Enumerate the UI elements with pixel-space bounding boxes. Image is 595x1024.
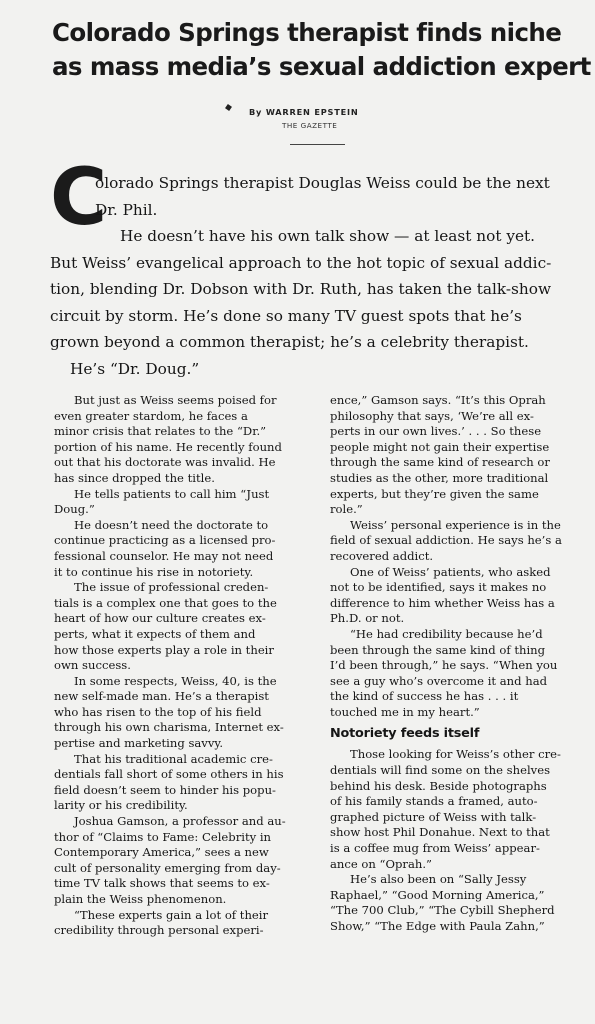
body-line: continue practicing as a licensed pro- [54, 533, 276, 548]
body-line: out that his doctorate was invalid. He [54, 455, 276, 470]
body-line: recovered addict. [330, 548, 434, 563]
byline: By WARREN EPSTEIN [249, 107, 359, 117]
body-line: He tells patients to call him “Just [74, 486, 270, 501]
body-line: studies as the other, more traditional [330, 470, 549, 485]
body-line: “These experts gain a lot of their [74, 907, 269, 922]
body-line: dentials will find some on the shelves [330, 763, 551, 778]
body-line: “The 700 Club,” “The Cybill Shepherd [330, 903, 555, 918]
body-line: is a coffee mug from Weiss’ appear- [330, 841, 540, 856]
body-line: Ph.D. or not. [330, 611, 405, 626]
body-line: through the same kind of research or [330, 455, 550, 470]
body-line: even greater stardom, he faces a [54, 408, 248, 423]
body-line: behind his desk. Beside photographs [330, 778, 547, 793]
body-line: philosophy that says, ‘We’re all ex- [330, 408, 534, 423]
column-left [54, 393, 314, 939]
body-line: experts, but they’re given the same [330, 486, 539, 501]
body-line: ence,” Gamson says. “It’s this Oprah [330, 393, 546, 407]
body-line: the kind of success he has . . . it [330, 689, 519, 704]
body-line: field of sexual addiction. He says he’s a [330, 533, 562, 548]
body-line: show host Phil Donahue. Next to that [330, 825, 550, 840]
body-line: pertise and marketing savvy. [54, 736, 224, 751]
body-line: through his own charisma, Internet ex- [54, 720, 284, 735]
headline-line-1: Colorado Springs therapist finds niche [52, 18, 562, 47]
body-line: minor crisis that relates to the “Dr.” [54, 424, 267, 439]
body-line: He’s also been on “Sally Jessy [350, 872, 527, 887]
body-line: The issue of professional creden- [74, 580, 269, 595]
lede-line: But Weiss’ evangelical approach to the hot topic of sexual addic- [50, 253, 552, 272]
body-line: larity or his credibility. [54, 798, 188, 813]
body-line: One of Weiss’ patients, who asked [350, 564, 551, 579]
body-line: Contemporary America,” sees a new [54, 845, 269, 860]
body-line: Weiss’ personal experience is in the [350, 517, 561, 532]
body-line: perts in our own lives.’ . . . So these [330, 424, 542, 439]
body-line: That his traditional academic cre- [74, 751, 273, 766]
body-line: fessional counselor. He may not need [54, 548, 274, 563]
body-line: portion of his name. He recently found [54, 439, 282, 454]
body-line: touched me in my heart.” [330, 704, 480, 719]
headline [52, 16, 592, 84]
body-line: “He had credibility because he’d [350, 626, 543, 641]
body-line: heart of how our culture creates ex- [54, 611, 266, 626]
byline-bullet [225, 104, 232, 111]
body-line: credibility through personal experi- [54, 923, 264, 938]
body-line: field doesn’t seem to hinder his popu- [54, 782, 276, 797]
body-line: plain the Weiss phenomenon. [54, 892, 227, 906]
section-subhead: Notoriety feeds itself [330, 726, 480, 742]
column-right [330, 393, 588, 935]
body-line: it to continue his rise in notoriety. [54, 564, 254, 579]
body-line: difference to him whether Weiss has a [330, 595, 555, 610]
lede-line: Dr. Phil. [95, 200, 158, 219]
body-line: time TV talk shows that seems to ex- [54, 876, 270, 891]
body-line: own success. [54, 658, 131, 673]
organization: THE GAZETTE [282, 121, 338, 130]
body-line: people might not gain their expertise [330, 439, 550, 454]
body-line: new self-made man. He’s a therapist [54, 689, 269, 704]
lede-line: He’s “Dr. Doug.” [70, 359, 200, 378]
body-line: see a guy who’s overcome it and had [330, 673, 548, 688]
lede-line: grown beyond a common therapist; he’s a celebrity therapist. [50, 333, 529, 351]
body-line: of his family stands a framed, auto- [330, 794, 538, 809]
byline-rule [290, 144, 345, 145]
body-line: tials is a complex one that goes to the [54, 595, 277, 610]
body-line: thor of “Claims to Fame: Celebrity in [54, 829, 272, 844]
lede-line: circuit by storm. He’s done so many TV guest spots that he’s [50, 306, 522, 325]
headline-line-2: as mass media’s sexual addiction expert [52, 52, 591, 81]
body-line: has since dropped the title. [54, 470, 215, 485]
lede-line: tion, blending Dr. Dobson with Dr. Ruth, has taken the talk-show [50, 280, 552, 298]
body-line: perts, what it expects of them and [54, 626, 256, 641]
drop-cap: C [50, 153, 108, 243]
body-line: Raphael,” “Good Morning America,” [330, 887, 545, 902]
body-line: In some respects, Weiss, 40, is the [74, 673, 277, 688]
body-line: not to be identified, says it makes no [330, 580, 547, 595]
body-line: graphed picture of Weiss with talk- [330, 809, 537, 824]
body-line: how those experts play a role in their [54, 642, 274, 657]
lede-line: He doesn’t have his own talk show — at least not yet. [120, 227, 536, 245]
lede-paragraphs [50, 170, 585, 382]
body-line: Those looking for Weiss’s other cre- [350, 747, 561, 762]
body-line: Joshua Gamson, a professor and au- [74, 814, 286, 829]
lede-line: olorado Springs therapist Douglas Weiss could be the next [95, 174, 550, 192]
body-line: cult of personality emerging from day- [54, 860, 281, 875]
body-line: ance on “Oprah.” [330, 856, 432, 871]
body-line: Doug.” [54, 502, 95, 517]
body-line: dentials fall short of some others in his [54, 767, 284, 782]
body-line: I’d been through,” he says. “When you [330, 658, 558, 673]
body-line: who has risen to the top of his field [54, 704, 262, 719]
body-line: been through the same kind of thing [330, 642, 546, 657]
body-line: But just as Weiss seems poised for [74, 393, 277, 407]
body-line: role.” [330, 502, 363, 517]
body-line: Show,” “The Edge with Paula Zahn,” [330, 919, 545, 933]
body-line: He doesn’t need the doctorate to [74, 517, 269, 532]
